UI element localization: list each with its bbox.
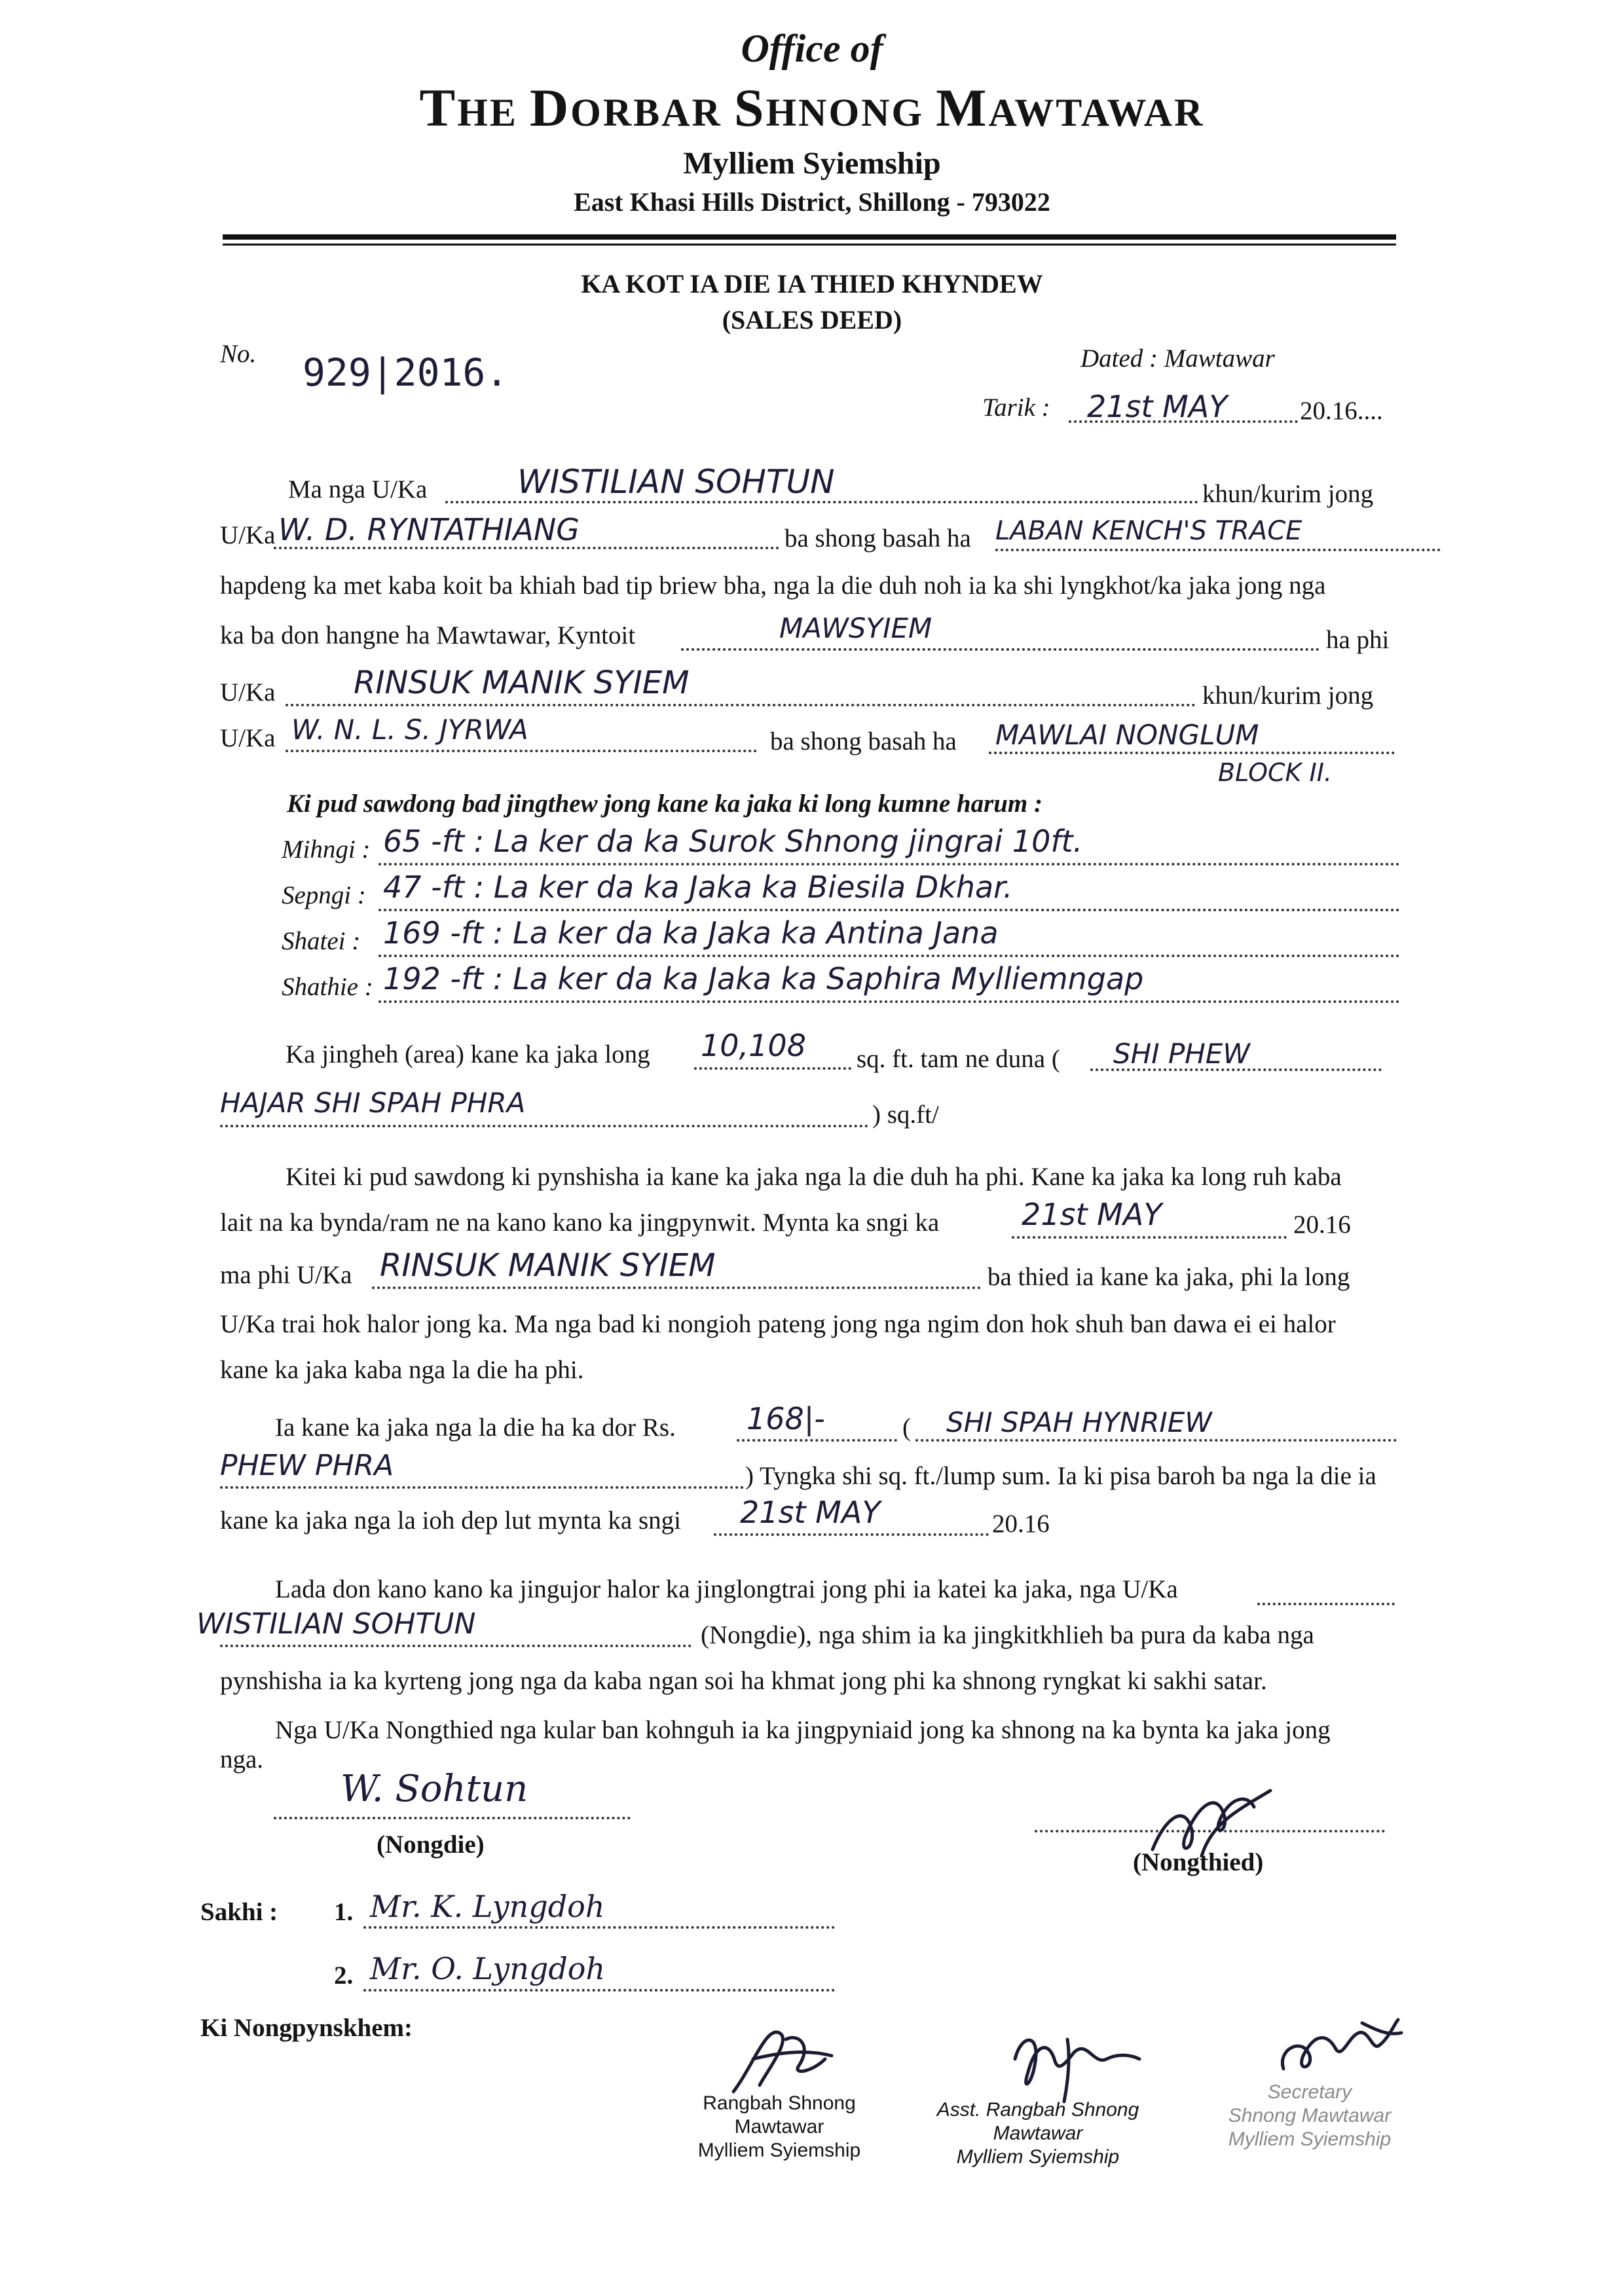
stamp-rangbah-line2: Mawtawar — [734, 2116, 824, 2138]
stamp-rangbah-line3: Mylliem Syiemship — [697, 2140, 861, 2161]
para2-date: 21st MAY — [1022, 1197, 1162, 1232]
stamp-secretary-line3: Mylliem Syiemship — [1228, 2128, 1392, 2150]
area-words-2: HAJAR SHI SPAH PHRA — [220, 1087, 526, 1119]
boundary-label-east: Mihngi : — [282, 835, 371, 864]
seller-name: WISTILIAN SOHTUN — [517, 463, 835, 501]
buyer-parent-dotline — [286, 750, 757, 752]
boundary-dotline — [378, 1000, 1400, 1003]
stamp-secretary — [1185, 2081, 1434, 2151]
para3-date: 21st MAY — [740, 1495, 881, 1530]
para2-buyer: RINSUK MANIK SYIEM — [380, 1247, 716, 1284]
witness-1-signature: Mr. K. Lyngdoh — [370, 1889, 605, 1924]
stamp-secretary-line2: Shnong Mawtawar — [1228, 2105, 1392, 2126]
seller-address: LABAN KENCH'S TRACE — [995, 516, 1302, 546]
boundary-dotline — [378, 909, 1400, 911]
para4-seller-dotline — [220, 1645, 692, 1647]
nongdie-label: (Nongdie) — [377, 1831, 485, 1859]
stamp-asst-line3: Mylliem Syiemship — [956, 2146, 1120, 2168]
tarik-label: Tarik : — [982, 393, 1050, 422]
deed-number-value: 929|2016. — [303, 350, 509, 395]
boundary-label-north: Shatei : — [282, 927, 361, 955]
title-smallcaps: ORBAR — [570, 91, 734, 134]
para3-year: 20.16 — [992, 1510, 1050, 1538]
para3-date-dotline — [714, 1533, 989, 1536]
stamp-asst-rangbah — [913, 2098, 1162, 2169]
boundary-label-west: Sepngi : — [282, 881, 366, 909]
para3-amount-dotline — [737, 1439, 897, 1442]
area-dotline — [694, 1067, 851, 1070]
locality-dotline — [681, 648, 1320, 651]
title-smallcaps: HNONG — [766, 91, 936, 134]
boundary-dotline — [378, 955, 1400, 957]
area-words2-dotline — [220, 1125, 868, 1127]
witness-1-line — [363, 1926, 835, 1929]
stamp-asst-line2: Mawtawar — [993, 2123, 1083, 2144]
para2-line3-suffix: ba thied ia kane ka jaka, phi la long — [987, 1263, 1350, 1291]
boundary-value-north: 169 -ft : La ker da ka Jaka ka Antina Jana — [383, 915, 999, 951]
buyer-address-dotline — [989, 752, 1395, 754]
uka-label: U/Ka — [220, 521, 276, 549]
khun-jong-label: khun/kurim jong — [1202, 682, 1374, 710]
title-letter: S — [733, 78, 766, 137]
deed-number-label: No. — [220, 340, 257, 368]
seller-parent: W. D. RYNTATHIANG — [278, 512, 580, 547]
witness-2-number: 2. — [334, 1961, 354, 1990]
seller-dotline — [445, 501, 1198, 503]
ba-shong-label: ba shong basah ha — [784, 524, 971, 553]
ka-ba-don-label: ka ba don hangne ha Mawtawar, Kyntoit — [220, 621, 636, 649]
para3-open-paren: ( — [902, 1413, 911, 1442]
boundary-dotline — [378, 863, 1400, 866]
para2-line2: lait na ka bynda/ram ne na kano kano ka jingpynwit. Mynta ka sngi ka — [220, 1209, 940, 1237]
title-smallcaps: HE — [457, 91, 530, 134]
office-address: East Khasi Hills District, Shillong - 793022 — [574, 187, 1050, 217]
area-label: Ka jingheh (area) kane ka jaka long — [286, 1040, 650, 1068]
para4-seller: WISTILIAN SOHTUN — [196, 1607, 476, 1641]
para2-buyer-dotline — [372, 1286, 981, 1289]
stamp-secretary-line1: Secretary — [1267, 2081, 1352, 2103]
para2-line3-prefix: ma phi U/Ka — [220, 1261, 352, 1289]
sakhi-label: Sakhi : — [200, 1898, 278, 1926]
witness-2-line — [363, 1989, 835, 1992]
title-letter: T — [419, 78, 458, 137]
witness-1-number: 1. — [334, 1898, 354, 1926]
para4-line2: (Nongdie), nga shim ia ka jingkitkhlieh ba pura da kaba nga — [701, 1621, 1314, 1649]
rangbah-signature — [714, 2013, 845, 2105]
boundary-label-south: Shathie : — [282, 973, 373, 1001]
area-unit: sq. ft. tam ne duna ( — [857, 1045, 1060, 1073]
uka-label: U/Ka — [220, 724, 276, 752]
seller-prefix: Ma nga U/Ka — [288, 475, 428, 503]
para3-words-2: PHEW PHRA — [220, 1449, 394, 1482]
nongdie-signature: W. Sohtun — [341, 1768, 528, 1810]
seller-address-dotline — [995, 549, 1441, 551]
para2-year: 20.16 — [1293, 1211, 1351, 1239]
header-rule-thin — [223, 244, 1396, 246]
para2-line1: Kitei ki pud sawdong ki pynshisha ia kane ka jaka nga la die duh ha phi. Kane ka jaka ka long ruh kaba — [286, 1163, 1342, 1191]
nongdie-sign-line — [274, 1817, 631, 1819]
para4-line5: nga. — [220, 1745, 264, 1774]
para4-line3: pynshisha ia ka kyrteng jong nga da kaba ngan soi ha khmat jong phi ka shnong ryngkat ki sakhi satar. — [220, 1667, 1267, 1695]
locality-value: MAWSYIEM — [779, 612, 932, 644]
boundary-value-south: 192 -ft : La ker da ka Jaka ka Saphira Mylliemngap — [383, 961, 1144, 996]
dated-label: Dated : Mawtawar — [1080, 344, 1275, 373]
buyer-parent: W. N. L. S. JYRWA — [291, 714, 528, 746]
asst-rangbah-signature — [1002, 2020, 1146, 2105]
boundary-value-east: 65 -ft : La ker da ka Surok Shnong jingrai 10ft. — [383, 824, 1083, 859]
para4-line1: Lada don kano kano ka jingujor halor ka jinglongtrai jong phi ia katei ka jaka, nga U/Ka — [275, 1575, 1178, 1603]
stamp-rangbah — [681, 2092, 877, 2162]
secretary-signature — [1264, 2010, 1408, 2088]
buyer-name: RINSUK MANIK SYIEM — [354, 665, 690, 701]
nongthied-label: (Nongthied) — [1133, 1848, 1264, 1876]
title-letter: M — [936, 78, 989, 137]
para2-line5: kane ka jaka kaba nga la die ha phi. — [220, 1356, 584, 1384]
para2-date-dotline — [1012, 1236, 1287, 1239]
witness-2-signature: Mr. O. Lyngdoh — [370, 1951, 606, 1986]
para3-words-dotline — [915, 1439, 1397, 1442]
stamp-asst-line1: Asst. Rangbah Shnong — [936, 2099, 1139, 2121]
buyer-address: MAWLAI NONGLUM — [995, 719, 1259, 751]
header-rule-thick — [223, 234, 1396, 240]
area-value: 10,108 — [701, 1028, 806, 1063]
para1-line3: hapdeng ka met kaba koit ba khiah bad tip briew bha, nga la die duh noh ia ka shi lyngkhot/ka jaka jong nga — [220, 572, 1326, 600]
tarik-year: 20.16.... — [1300, 397, 1383, 425]
tarik-value: 21st MAY — [1087, 389, 1228, 424]
office-subtitle: Mylliem Syiemship — [683, 146, 941, 181]
title-letter: D — [529, 78, 571, 137]
office-of-label: Office of — [741, 27, 883, 70]
buyer-dotline — [286, 704, 1196, 706]
boundary-value-west: 47 -ft : La ker da ka Jaka ka Biesila Dkhar. — [383, 869, 1013, 905]
area-words-1: SHI PHEW — [1113, 1038, 1250, 1070]
para3-words-1: SHI SPAH HYNRIEW — [946, 1406, 1212, 1438]
title-smallcaps: AWTAWAR — [988, 91, 1205, 134]
para4-dotline-a — [1257, 1603, 1395, 1605]
deed-title: KA KOT IA DIE IA THIED KHYNDEW — [581, 269, 1043, 299]
ba-shong-label: ba shong basah ha — [770, 727, 957, 756]
para3-line3: kane ka jaka nga la ioh dep lut mynta ka sngi — [220, 1506, 681, 1535]
buyer-address-line2: BLOCK II. — [1218, 758, 1333, 787]
para3-words2-dotline — [220, 1486, 744, 1489]
uka-label: U/Ka — [220, 678, 276, 706]
para3-line1: Ia kane ka jaka nga la die ha ka dor Rs. — [275, 1413, 676, 1442]
area-close: ) sq.ft/ — [872, 1101, 939, 1129]
ha-phi-label: ha phi — [1326, 626, 1390, 654]
para3-line2: ) Tyngka shi sq. ft./lump sum. Ia ki pisa baroh ba nga la die ia — [745, 1462, 1376, 1490]
para4-line4: Nga U/Ka Nongthied nga kular ban kohnguh ia ka jingpyniaid jong ka shnong na ka bynta ka jaka jong — [275, 1716, 1331, 1744]
deed-subtitle: (SALES DEED) — [722, 305, 902, 335]
para2-line4: U/Ka trai hok halor jong ka. Ma nga bad ki nongioh pateng jong nga ngim don hok shuh ban dawa ei ei halor — [220, 1310, 1336, 1338]
boundaries-intro: Ki pud sawdong bad jingthew jong kane ka jaka ki long kumne harum : — [287, 790, 1043, 818]
stamp-rangbah-line1: Rangbah Shnong — [703, 2092, 856, 2114]
nongpynskhem-label: Ki Nongpynskhem: — [200, 2014, 413, 2042]
para3-amount: 168|- — [747, 1401, 825, 1436]
khun-jong-label: khun/kurim jong — [1202, 480, 1374, 508]
office-title — [0, 77, 1624, 139]
